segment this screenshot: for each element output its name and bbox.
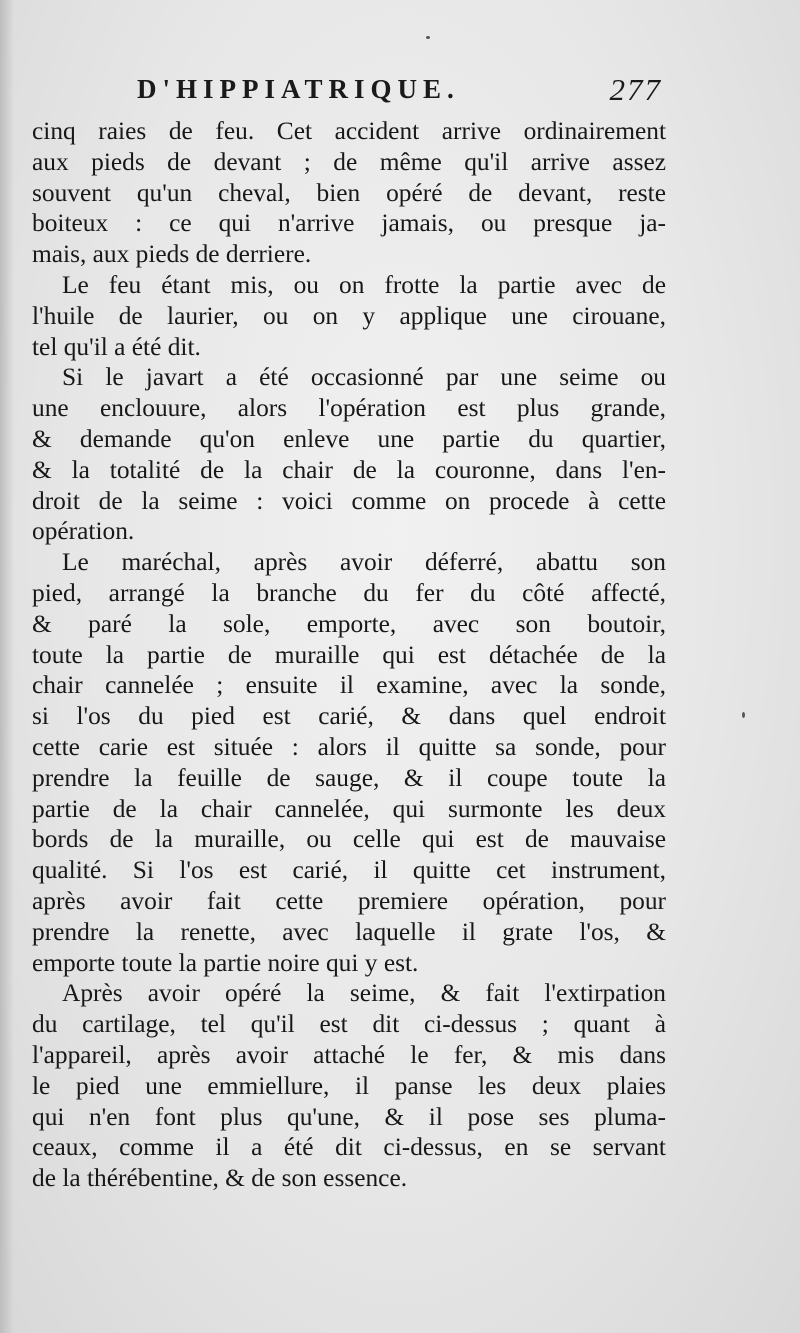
- text-line: Le maréchal, après avoir déferré, abattu son: [62, 548, 666, 577]
- text-line: aux pieds de devant ; de même qu'il arrive assez: [32, 147, 666, 176]
- text-line: Le feu étant mis, ou on frotte la partie avec de: [62, 270, 666, 299]
- text-line: Si le javart a été occasionné par une seime ou: [62, 363, 666, 392]
- text-line: Après avoir opéré la seime, & fait l'extirpation: [62, 979, 666, 1008]
- page-header: [32, 70, 662, 114]
- text-line: & paré la sole, emporte, avec son boutoir,: [32, 609, 666, 638]
- text-line: & la totalité de la chair de la couronne, dans l'en-: [32, 455, 666, 484]
- text-line: bords de la muraille, ou celle qui est de mauvaise: [32, 825, 666, 854]
- text-line: partie de la chair cannelée, qui surmonte les deux: [32, 794, 666, 823]
- text-line: qui n'en font plus qu'une, & il pose ses pluma-: [32, 1102, 666, 1131]
- text-line: si l'os du pied est carié, & dans quel endroit: [32, 702, 666, 731]
- text-line: l'huile de laurier, ou on y applique une cirouane,: [32, 301, 666, 330]
- text-line: souvent qu'un cheval, bien opéré de devant, reste: [32, 178, 666, 207]
- text-line: pied, arrangé la branche du fer du côté affecté,: [32, 578, 666, 607]
- text-line: le pied une emmiellure, il panse les deux plaies: [32, 1071, 666, 1100]
- text-line: ceaux, comme il a été dit ci-dessus, en se servant: [32, 1133, 666, 1162]
- paragraph: [32, 270, 666, 362]
- text-line: après avoir fait cette premiere opération, pour: [32, 886, 666, 915]
- text-line: prendre la renette, avec laquelle il grate l'os, &: [32, 917, 666, 946]
- text-line: & demande qu'on enleve une partie du quartier,: [32, 424, 666, 453]
- text-line: cette carie est située : alors il quitte sa sonde, pour: [32, 732, 666, 761]
- text-line: mais, aux pieds de derriere.: [32, 240, 312, 269]
- text-line: chair cannelée ; ensuite il examine, avec la sonde,: [32, 671, 666, 700]
- ink-speck: [742, 712, 745, 718]
- text-line: qualité. Si l'os est carié, il quitte cet instrument,: [32, 856, 666, 885]
- text-line: boiteux : ce qui n'arrive jamais, ou presque ja-: [32, 209, 666, 238]
- text-line: tel qu'il a été dit.: [32, 332, 201, 361]
- text-line: opération.: [32, 517, 135, 546]
- text-line: cinq raies de feu. Cet accident arrive ordinairement: [32, 117, 666, 145]
- ink-speck: [426, 36, 430, 39]
- paragraph: [32, 547, 666, 978]
- body-text: [32, 116, 666, 1194]
- text-line: emporte toute la partie noire qui y est.: [32, 948, 419, 977]
- text-line: du cartilage, tel qu'il est dit ci-dessus ; quant à: [32, 1010, 666, 1039]
- running-title: D'HIPPIATRIQUE.: [137, 74, 460, 104]
- paragraph: [32, 362, 666, 547]
- text-line: prendre la feuille de sauge, & il coupe toute la: [32, 763, 666, 792]
- paragraph: [32, 116, 666, 270]
- text-line: une enclouure, alors l'opération est plus grande,: [32, 394, 666, 423]
- paragraph: [32, 978, 666, 1194]
- text-line: toute la partie de muraille qui est détachée de la: [32, 640, 666, 669]
- text-line: droit de la seime : voici comme on procede à cette: [32, 486, 666, 515]
- text-line: l'appareil, après avoir attaché le fer, & mis dans: [32, 1040, 666, 1069]
- text-line: de la thérébentine, & de son essence.: [32, 1164, 408, 1193]
- page-number: 277: [609, 72, 662, 107]
